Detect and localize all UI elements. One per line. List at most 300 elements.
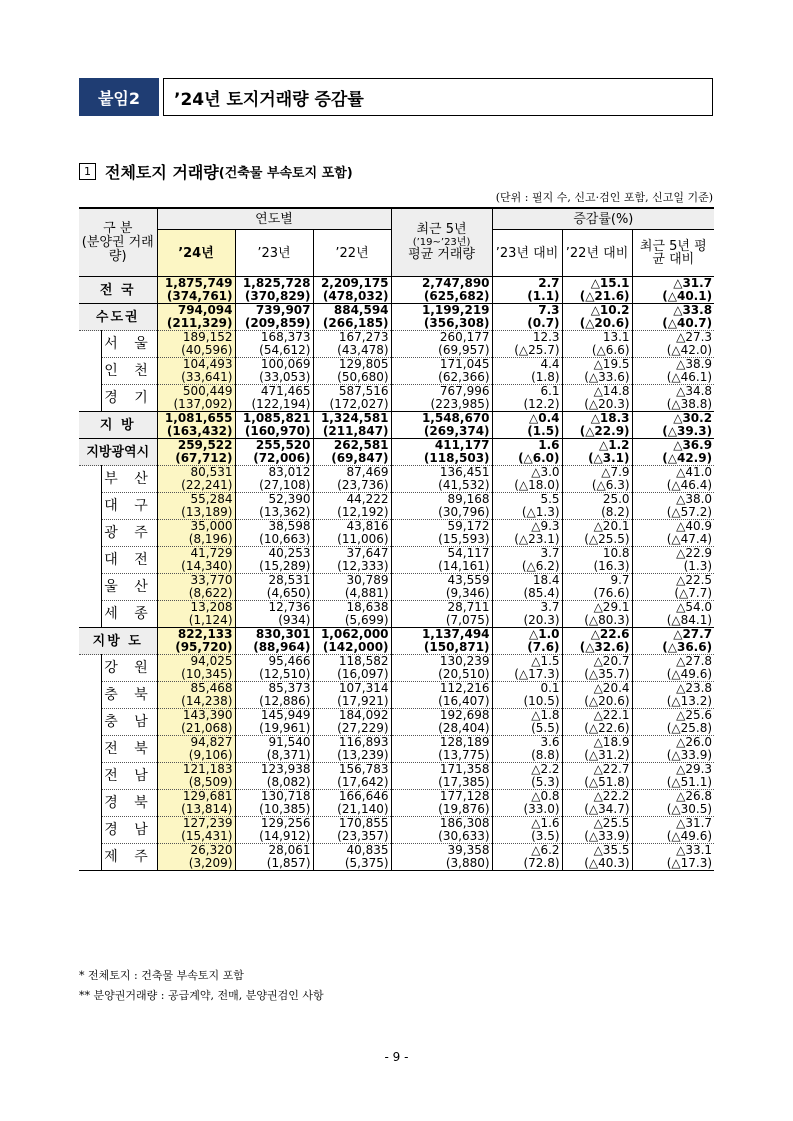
cell-presale-value: (28,404) <box>438 721 490 735</box>
row-label: 지방광역시 <box>79 439 157 466</box>
table-row <box>79 682 714 709</box>
table-cell <box>157 358 235 385</box>
table-cell <box>157 844 235 871</box>
cell-value: 55,284 <box>190 492 233 506</box>
cell-presale-value: (△25.7) <box>514 343 560 357</box>
cell-value: 143,390 <box>182 708 233 722</box>
row-label: 지 방 <box>79 412 157 439</box>
cell-value: 7.3 <box>538 303 560 317</box>
cell-presale-value: (1.5) <box>527 424 560 438</box>
cell-value: 130,239 <box>439 654 490 668</box>
row-indent <box>79 790 101 817</box>
cell-value: 38,598 <box>268 519 311 533</box>
cell-value: 411,177 <box>434 438 490 452</box>
table-row <box>79 628 714 655</box>
cell-value: 127,239 <box>182 816 233 830</box>
cell-value: △38.0 <box>676 492 713 506</box>
cell-presale-value: (33,641) <box>181 370 233 384</box>
table-cell <box>562 736 632 763</box>
row-label: 대 구 <box>101 493 157 520</box>
cell-value: △25.5 <box>593 816 630 830</box>
land-transaction-table <box>79 207 714 871</box>
row-label: 울 산 <box>101 574 157 601</box>
cell-presale-value: (12,192) <box>337 505 389 519</box>
cell-value: 177,128 <box>439 789 490 803</box>
cell-presale-value: (10,345) <box>181 667 233 681</box>
table-cell <box>492 358 562 385</box>
cell-presale-value: (27,229) <box>337 721 389 735</box>
table-row <box>79 763 714 790</box>
table-cell <box>562 790 632 817</box>
table-cell <box>157 736 235 763</box>
table-cell <box>157 493 235 520</box>
cell-presale-value: (△6.0) <box>518 451 560 465</box>
cell-presale-value: (16,097) <box>337 667 389 681</box>
table-cell <box>235 682 313 709</box>
cell-value: 37,647 <box>346 546 389 560</box>
cell-presale-value: (△6.2) <box>521 559 560 573</box>
cell-value: 54,117 <box>447 546 490 560</box>
cell-presale-value: (40,596) <box>181 343 233 357</box>
table-cell <box>492 736 562 763</box>
cell-presale-value: (163,432) <box>166 424 233 438</box>
table-cell <box>632 277 714 304</box>
cell-presale-value: (209,859) <box>244 316 311 330</box>
cell-value: 13.1 <box>602 330 630 344</box>
cell-value: 1,085,821 <box>242 411 311 425</box>
cell-value: △2.2 <box>531 762 560 776</box>
table-cell <box>235 304 313 331</box>
cell-value: △19.5 <box>593 357 630 371</box>
cell-presale-value: (72,006) <box>253 451 311 465</box>
table-cell <box>157 277 235 304</box>
table-cell <box>235 520 313 547</box>
cell-presale-value: (19,961) <box>259 721 311 735</box>
table-cell <box>235 547 313 574</box>
cell-value: 91,540 <box>268 735 311 749</box>
cell-presale-value: (30,796) <box>438 505 490 519</box>
row-indent <box>79 817 101 844</box>
cell-value: 10.8 <box>602 546 630 560</box>
table-row <box>79 709 714 736</box>
cell-value: 35,000 <box>190 519 233 533</box>
cell-value: 87,469 <box>346 465 389 479</box>
row-label: 지방 도 <box>79 628 157 655</box>
cell-presale-value: (13,189) <box>181 505 233 519</box>
cell-value: 28,711 <box>447 600 490 614</box>
table-cell <box>391 790 492 817</box>
col-2023: ’23년 <box>235 230 313 277</box>
cell-value: 136,451 <box>439 465 490 479</box>
table-cell <box>157 304 235 331</box>
cell-value: 83,012 <box>268 465 311 479</box>
table-row <box>79 493 714 520</box>
cell-presale-value: (137,092) <box>173 397 233 411</box>
cell-value: 2.7 <box>538 276 560 290</box>
cell-presale-value: (172,027) <box>329 397 389 411</box>
cell-presale-value: (△25.8) <box>666 721 713 735</box>
table-cell <box>632 601 714 628</box>
table-cell <box>391 466 492 493</box>
row-label: 경 북 <box>101 790 157 817</box>
table-cell <box>492 763 562 790</box>
table-cell <box>632 655 714 682</box>
cell-value: 794,094 <box>177 303 233 317</box>
table-cell <box>632 466 714 493</box>
cell-value: △1.0 <box>529 627 560 641</box>
footnote-1: * 전체토지 : 건축물 부속토지 포함 <box>79 969 244 982</box>
row-label: 서 울 <box>101 331 157 358</box>
cell-value: 471,465 <box>260 384 311 398</box>
cell-value: 43,559 <box>447 573 490 587</box>
table-row <box>79 385 714 412</box>
cell-presale-value: (5,375) <box>344 856 389 870</box>
cell-presale-value: (△20.6) <box>584 694 630 708</box>
table-cell <box>235 763 313 790</box>
cell-value: △41.0 <box>676 465 713 479</box>
cell-value: 25.0 <box>602 492 630 506</box>
cell-presale-value: (27,108) <box>259 478 311 492</box>
cell-presale-value: (67,712) <box>175 451 233 465</box>
annex-title: ’24년 토지거래량 증감률 <box>163 78 713 116</box>
cell-value: △1.5 <box>531 654 560 668</box>
cell-presale-value: (20.3) <box>523 613 560 627</box>
cell-value: 28,061 <box>268 843 311 857</box>
cell-presale-value: (△46.4) <box>666 478 713 492</box>
cell-value: 94,827 <box>190 735 233 749</box>
table-cell <box>492 412 562 439</box>
cell-value: 40,253 <box>268 546 311 560</box>
cell-value: 1,081,655 <box>164 411 233 425</box>
cell-presale-value: (△25.5) <box>584 532 630 546</box>
cell-value: 168,373 <box>260 330 311 344</box>
cell-presale-value: (1.1) <box>527 289 560 303</box>
row-label: 경 기 <box>101 385 157 412</box>
cell-value: △40.9 <box>676 519 713 533</box>
cell-presale-value: (3,209) <box>188 856 233 870</box>
cell-presale-value: (△18.0) <box>514 478 560 492</box>
table-cell <box>492 844 562 871</box>
cell-value: △20.1 <box>593 519 630 533</box>
cell-presale-value: (33,053) <box>259 370 311 384</box>
table-cell <box>313 358 391 385</box>
cell-value: △1.2 <box>599 438 630 452</box>
cell-value: △34.8 <box>676 384 713 398</box>
table-row <box>79 601 714 628</box>
cell-presale-value: (122,194) <box>251 397 311 411</box>
cell-presale-value: (269,374) <box>423 424 490 438</box>
cell-value: 259,522 <box>177 438 233 452</box>
cell-presale-value: (12.2) <box>523 397 560 411</box>
cell-presale-value: (11,006) <box>337 532 389 546</box>
cell-value: △33.1 <box>676 843 713 857</box>
table-cell <box>632 817 714 844</box>
cell-presale-value: (△6.6) <box>591 343 630 357</box>
cell-presale-value: (5.5) <box>531 721 560 735</box>
cell-value: 129,805 <box>338 357 389 371</box>
cell-value: 171,045 <box>439 357 490 371</box>
table-cell <box>391 331 492 358</box>
table-cell <box>632 736 714 763</box>
cell-value: △26.0 <box>676 735 713 749</box>
cell-presale-value: (△7.7) <box>674 586 713 600</box>
cell-value: △22.6 <box>590 627 630 641</box>
table-cell <box>632 682 714 709</box>
table-cell <box>313 736 391 763</box>
cell-presale-value: (1.8) <box>531 370 560 384</box>
cell-value: △27.7 <box>673 627 713 641</box>
table-cell <box>235 574 313 601</box>
table-cell <box>235 412 313 439</box>
table-cell <box>157 547 235 574</box>
cell-presale-value: (7.6) <box>527 640 560 654</box>
cell-value: △22.2 <box>593 789 630 803</box>
table-cell <box>492 790 562 817</box>
cell-presale-value: (△47.4) <box>666 532 713 546</box>
table-cell <box>313 844 391 871</box>
cell-presale-value: (10,663) <box>259 532 311 546</box>
cell-presale-value: (△42.0) <box>666 343 713 357</box>
table-row <box>79 817 714 844</box>
cell-value: △1.8 <box>531 708 560 722</box>
table-row <box>79 358 714 385</box>
cell-presale-value: (△84.1) <box>666 613 713 627</box>
cell-presale-value: (14,161) <box>438 559 490 573</box>
cell-presale-value: (△40.3) <box>584 856 630 870</box>
cell-presale-value: (69,847) <box>331 451 389 465</box>
row-indent <box>79 601 101 628</box>
cell-value: 9.7 <box>610 573 630 587</box>
unit-note: (단위 : 필지 수, 신고·검인 포함, 신고일 기준) <box>495 191 713 204</box>
table-cell <box>632 709 714 736</box>
table-cell <box>492 601 562 628</box>
table-cell <box>562 358 632 385</box>
table-cell <box>492 655 562 682</box>
cell-presale-value: (△38.8) <box>666 397 713 411</box>
cell-value: 33,770 <box>190 573 233 587</box>
row-indent <box>79 493 101 520</box>
cell-presale-value: (8,196) <box>188 532 233 546</box>
cell-presale-value: (0.7) <box>527 316 560 330</box>
cell-presale-value: (8.2) <box>601 505 630 519</box>
cell-value: △0.4 <box>529 411 560 425</box>
cell-value: 145,949 <box>260 708 311 722</box>
table-cell <box>391 439 492 466</box>
col-vs-2023: ’23년 대비 <box>492 230 562 277</box>
table-cell <box>235 358 313 385</box>
table-cell <box>391 520 492 547</box>
table-cell <box>391 304 492 331</box>
cell-presale-value: (33.0) <box>523 802 560 816</box>
table-cell <box>492 304 562 331</box>
cell-presale-value: (211,329) <box>166 316 233 330</box>
cell-presale-value: (12,510) <box>259 667 311 681</box>
cell-value: 5.5 <box>540 492 560 506</box>
table-cell <box>235 331 313 358</box>
row-indent <box>79 358 101 385</box>
cell-value: 262,581 <box>333 438 389 452</box>
table-row <box>79 736 714 763</box>
cell-value: 129,256 <box>260 816 311 830</box>
cell-value: 41,729 <box>190 546 233 560</box>
cell-presale-value: (72.8) <box>523 856 560 870</box>
cell-value: 184,092 <box>338 708 389 722</box>
cell-value: 767,996 <box>439 384 490 398</box>
cell-value: △23.8 <box>676 681 713 695</box>
cell-presale-value: (△30.5) <box>666 802 713 816</box>
cell-value: 156,783 <box>338 762 389 776</box>
cell-presale-value: (△3.1) <box>588 451 630 465</box>
table-cell <box>391 817 492 844</box>
table-cell <box>632 790 714 817</box>
cell-value: △22.5 <box>676 573 713 587</box>
cell-presale-value: (3,880) <box>445 856 490 870</box>
cell-value: 255,520 <box>255 438 311 452</box>
cell-presale-value: (14,238) <box>181 694 233 708</box>
cell-value: △6.2 <box>531 843 560 857</box>
cell-value: △22.9 <box>676 546 713 560</box>
table-cell <box>562 466 632 493</box>
table-cell <box>391 655 492 682</box>
cell-value: △20.7 <box>593 654 630 668</box>
table-cell <box>235 601 313 628</box>
cell-presale-value: (13,775) <box>438 748 490 762</box>
table-cell <box>632 493 714 520</box>
cell-presale-value: (△49.6) <box>666 829 713 843</box>
table-row <box>79 466 714 493</box>
cell-presale-value: (5.3) <box>531 775 560 789</box>
header-rate: 증감률(%) <box>492 208 714 230</box>
row-indent <box>79 655 101 682</box>
cell-presale-value: (150,871) <box>423 640 490 654</box>
cell-presale-value: (211,847) <box>322 424 389 438</box>
cell-presale-value: (△39.3) <box>662 424 713 438</box>
table-cell <box>391 277 492 304</box>
table-cell <box>391 601 492 628</box>
cell-value: 80,531 <box>190 465 233 479</box>
col-2024: ’24년 <box>157 230 235 277</box>
cell-value: 104,493 <box>182 357 233 371</box>
cell-presale-value: (△1.3) <box>521 505 560 519</box>
section-number-box: 1 <box>79 163 96 180</box>
cell-value: △1.6 <box>531 816 560 830</box>
cell-value: 13,208 <box>190 600 233 614</box>
cell-presale-value: (4,881) <box>344 586 389 600</box>
table-cell <box>391 547 492 574</box>
table-cell <box>562 520 632 547</box>
cell-presale-value: (9,106) <box>188 748 233 762</box>
cell-presale-value: (△13.2) <box>666 694 713 708</box>
table-cell <box>157 385 235 412</box>
table-cell <box>562 331 632 358</box>
table-cell <box>562 628 632 655</box>
table-cell <box>562 844 632 871</box>
cell-value: 12,736 <box>268 600 311 614</box>
cell-presale-value: (△51.1) <box>666 775 713 789</box>
table-cell <box>313 412 391 439</box>
cell-presale-value: (625,682) <box>423 289 490 303</box>
table-cell <box>157 655 235 682</box>
cell-value: △27.3 <box>676 330 713 344</box>
table-row <box>79 331 714 358</box>
table-cell <box>632 520 714 547</box>
cell-presale-value: (19,876) <box>438 802 490 816</box>
table-cell <box>562 547 632 574</box>
table-cell <box>313 547 391 574</box>
cell-value: 128,189 <box>439 735 490 749</box>
cell-value: 94,025 <box>190 654 233 668</box>
cell-presale-value: (223,985) <box>430 397 490 411</box>
table-cell <box>313 439 391 466</box>
cell-presale-value: (69,957) <box>438 343 490 357</box>
row-label: 전 북 <box>101 736 157 763</box>
table-cell <box>391 763 492 790</box>
cell-presale-value: (21,068) <box>181 721 233 735</box>
table-row <box>79 547 714 574</box>
cell-value: 28,531 <box>268 573 311 587</box>
cell-value: 1,324,581 <box>320 411 389 425</box>
row-indent <box>79 763 101 790</box>
table-cell <box>313 682 391 709</box>
cell-presale-value: (478,032) <box>322 289 389 303</box>
cell-presale-value: (15,289) <box>259 559 311 573</box>
cell-value: 39,358 <box>447 843 490 857</box>
cell-presale-value: (△33.9) <box>666 748 713 762</box>
cell-presale-value: (10.5) <box>523 694 560 708</box>
cell-value: 739,907 <box>255 303 311 317</box>
cell-presale-value: (10,385) <box>259 802 311 816</box>
table-row <box>79 574 714 601</box>
cell-presale-value: (15,593) <box>438 532 490 546</box>
cell-value: 40,835 <box>346 843 389 857</box>
cell-value: 1,137,494 <box>421 627 490 641</box>
cell-presale-value: (△17.3) <box>514 667 560 681</box>
table-cell <box>157 439 235 466</box>
cell-presale-value: (50,680) <box>337 370 389 384</box>
table-cell <box>632 547 714 574</box>
table-cell <box>235 628 313 655</box>
table-cell <box>313 466 391 493</box>
cell-value: 1.6 <box>538 438 560 452</box>
table-cell <box>492 493 562 520</box>
annex-title-bar <box>79 78 713 116</box>
cell-presale-value: (88,964) <box>253 640 311 654</box>
cell-value: 6.1 <box>540 384 560 398</box>
table-cell <box>391 385 492 412</box>
cell-presale-value: (1.3) <box>683 559 713 573</box>
cell-presale-value: (△51.8) <box>584 775 630 789</box>
table-cell <box>313 709 391 736</box>
table-cell <box>391 574 492 601</box>
cell-presale-value: (374,761) <box>166 289 233 303</box>
cell-value: △27.8 <box>676 654 713 668</box>
cell-value: △22.7 <box>593 762 630 776</box>
table-cell <box>157 601 235 628</box>
cell-presale-value: (△6.3) <box>591 478 630 492</box>
table-cell <box>492 709 562 736</box>
table-cell <box>492 547 562 574</box>
table-cell <box>313 304 391 331</box>
cell-presale-value: (266,185) <box>322 316 389 330</box>
cell-value: 52,390 <box>268 492 311 506</box>
cell-presale-value: (12,886) <box>259 694 311 708</box>
row-indent <box>79 709 101 736</box>
cell-presale-value: (△20.6) <box>579 316 630 330</box>
table-cell <box>632 412 714 439</box>
table-row <box>79 439 714 466</box>
table-cell <box>235 655 313 682</box>
table-cell <box>391 358 492 385</box>
